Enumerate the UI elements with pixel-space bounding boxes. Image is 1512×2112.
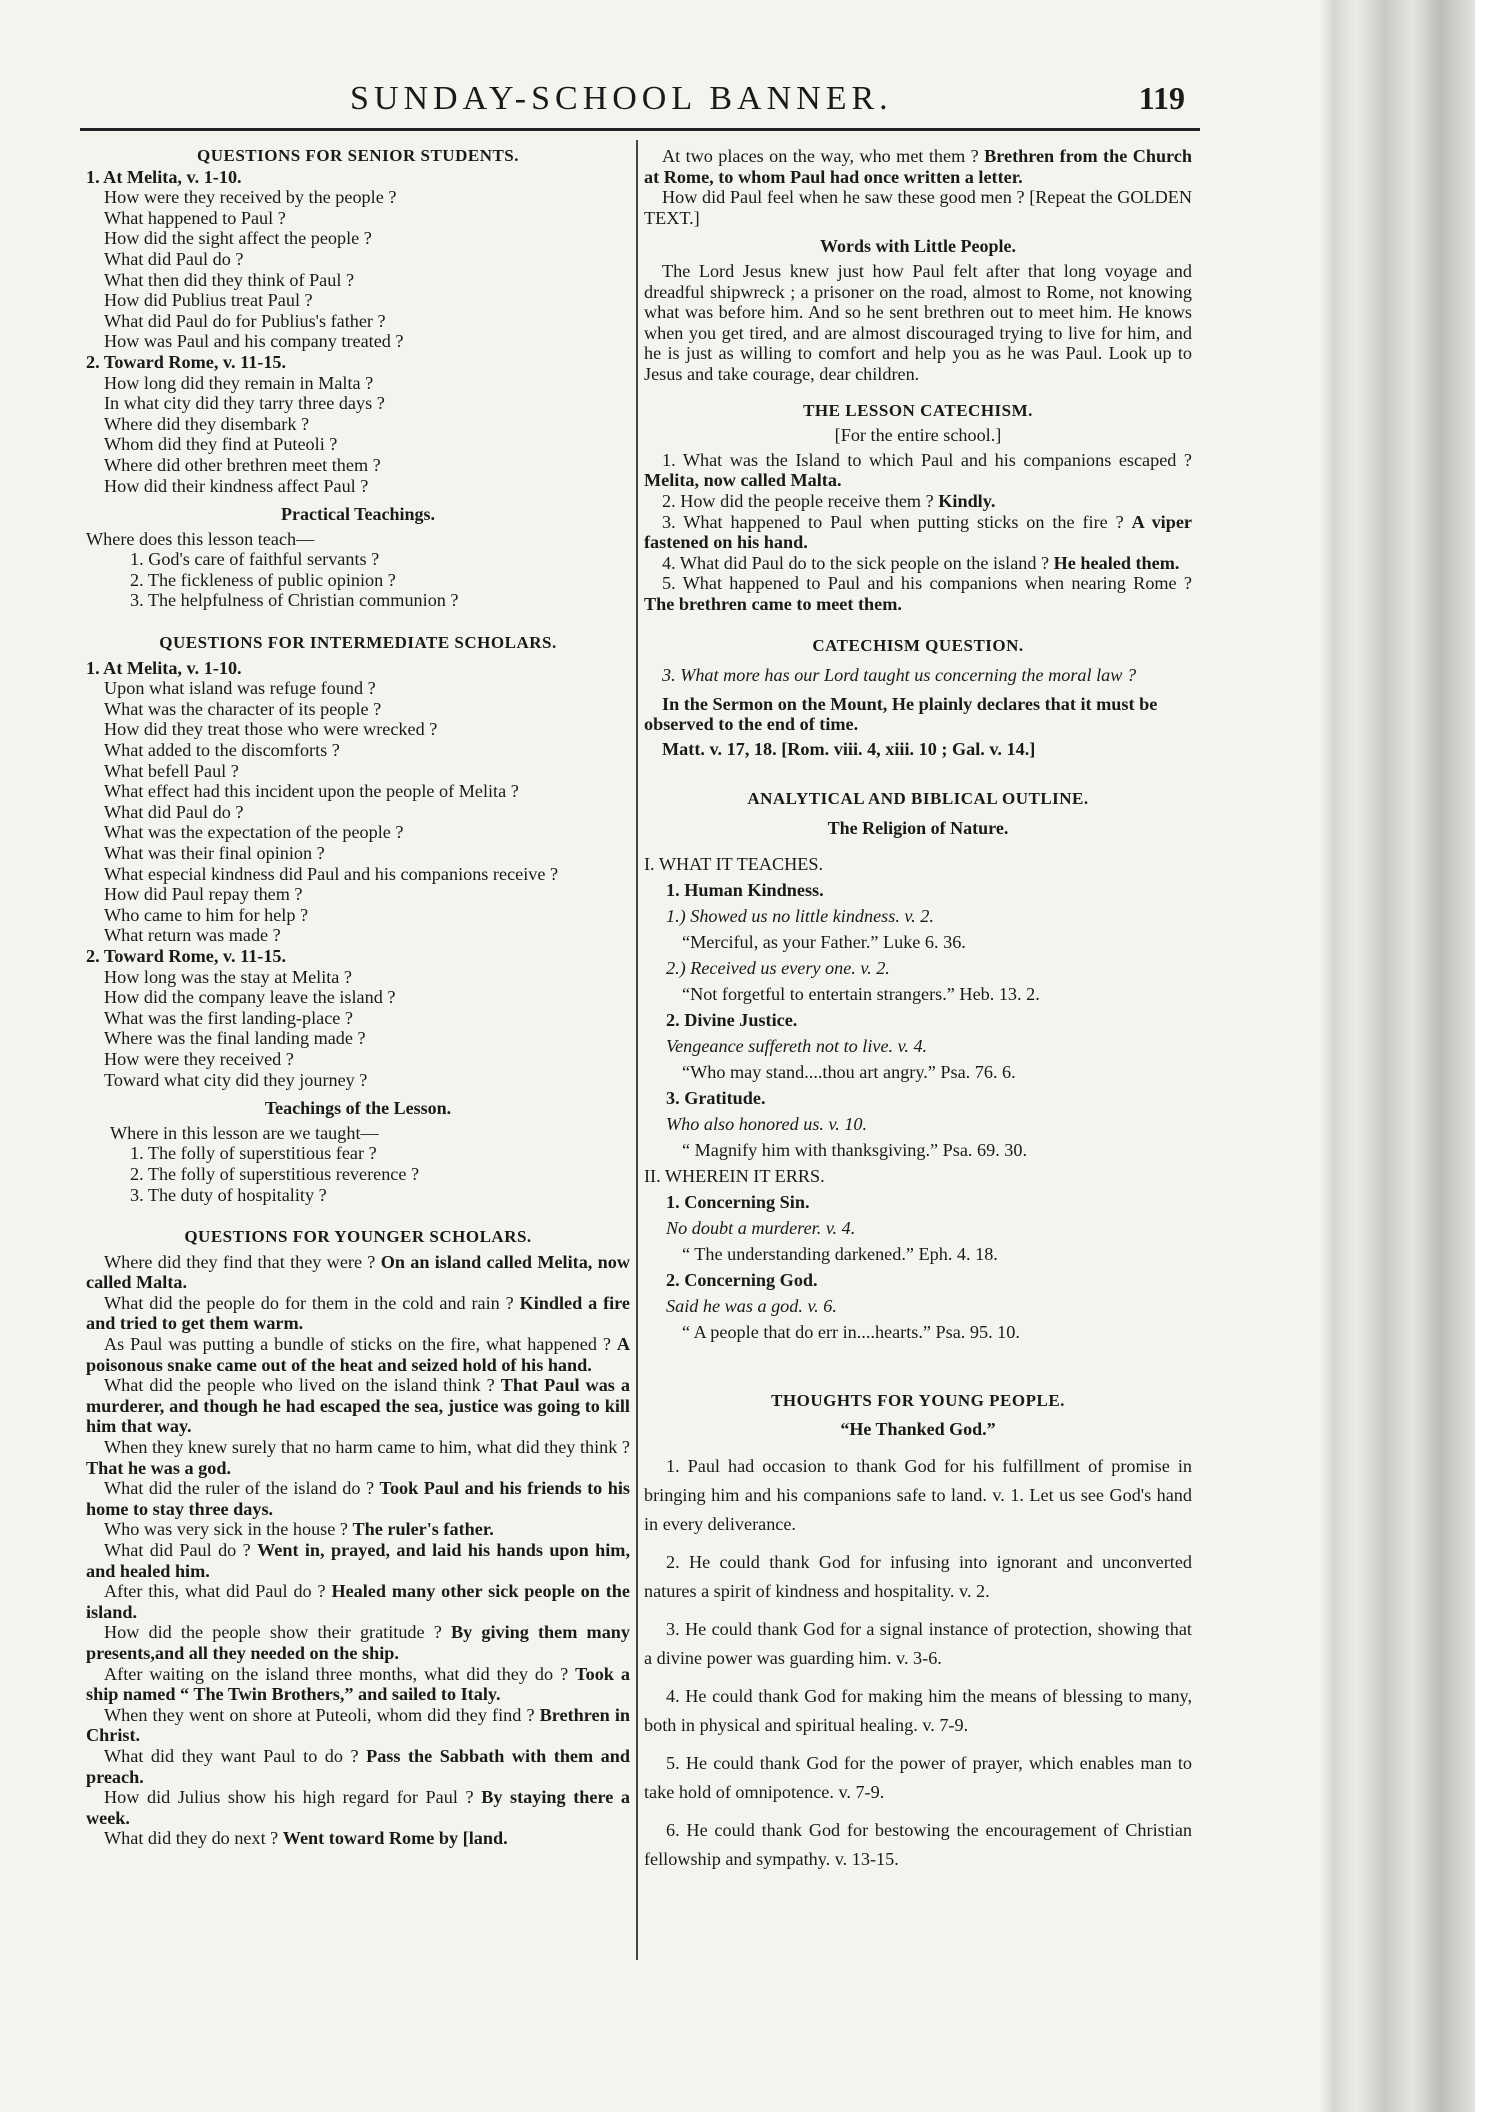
qa-item	[86, 1375, 630, 1437]
answer-text: A poisonous snake came out of the heat and seized hold of his hand.	[86, 1334, 630, 1375]
outline-line: 2. Concerning God.	[666, 1269, 818, 1290]
outline-line: “Who may stand....thou art angry.” Psa. 76. 6.	[682, 1061, 1016, 1082]
senior-heading: QUESTIONS FOR SENIOR STUDENTS.	[196, 146, 520, 165]
question-text: 3. What happened to Paul when putting sticks on the fire ?	[662, 511, 1132, 532]
qa-item	[86, 1252, 630, 1293]
thought-item: 3. He could thank God for a signal instance of protection, showing that a divine power was guarding him. v. 3-6.	[644, 1618, 1192, 1668]
column-divider	[636, 140, 638, 1960]
question-text: What did the people do for them in the cold and rain ?	[104, 1292, 520, 1313]
question-text: When they went on shore at Puteoli, whom did they find ?	[104, 1704, 540, 1725]
question-item: How long was the stay at Melita ?	[104, 966, 353, 987]
qa-item	[86, 1581, 630, 1622]
question-text: After this, what did Paul do ?	[104, 1581, 332, 1602]
question-item: How did their kindness affect Paul ?	[104, 475, 369, 496]
qa-item	[644, 450, 1192, 491]
answer-text: He healed them.	[1053, 552, 1180, 573]
catechism-answer: In the Sermon on the Mount, He plainly declares that it must be observed to the end of time.	[644, 693, 1158, 735]
question-item: What then did they think of Paul ?	[104, 269, 355, 290]
qa-item	[86, 1664, 630, 1705]
teachings-list	[86, 1143, 630, 1205]
page-number: 119	[1138, 80, 1185, 116]
answer-text: Went in, prayed, and laid his hands upon him, and healed him.	[86, 1540, 630, 1581]
intermediate-section-1-list	[86, 678, 630, 946]
outline-heading: ANALYTICAL AND BIBLICAL OUTLINE.	[747, 789, 1089, 809]
outline-list	[644, 851, 1192, 1345]
question-item: What especial kindness did Paul and his companions receive ?	[104, 863, 559, 884]
teachings-heading: Teachings of the Lesson.	[264, 1098, 452, 1119]
right-column	[644, 146, 1192, 1883]
thought-item: 5. He could thank God for the power of prayer, which enables man to take hold of omnipotence. v. 7-9.	[644, 1752, 1192, 1802]
catechism-sub: [For the entire school.]	[834, 425, 1002, 446]
scan-margin	[1475, 0, 1512, 2112]
question-item: Upon what island was refuge found ?	[104, 678, 376, 699]
thought-item: 2. He could thank God for infusing into ignorant and unconverted natures a spirit of kindness and hospitality. v. 2.	[644, 1551, 1192, 1601]
outline-line: 1.) Showed us no little kindness. v. 2.	[666, 905, 934, 926]
younger-qa-list	[86, 1252, 630, 1849]
question-item: How were they received by the people ?	[104, 187, 397, 208]
catechism-heading: THE LESSON CATECHISM.	[803, 400, 1033, 420]
catechism-question: 3. What more has our Lord taught us concerning the moral law ?	[662, 665, 1137, 686]
teachings-intro: Where in this lesson are we taught—	[110, 1122, 379, 1143]
qa-item	[86, 1540, 630, 1581]
catechism-list	[644, 450, 1192, 615]
answer-text: Brethren from the Church at Rome, to whom Paul had once written a letter.	[644, 146, 1192, 187]
intermediate-heading: QUESTIONS FOR INTERMEDIATE SCHOLARS.	[159, 633, 557, 653]
journal-title: SUNDAY-SCHOOL BANNER.	[350, 80, 893, 117]
running-header	[80, 80, 1200, 130]
teaching-item: 3. The duty of hospitality ?	[130, 1184, 327, 1205]
intermediate-section-2-head: 2. Toward Rome, v. 11-15.	[86, 945, 287, 966]
thoughts-list	[644, 1452, 1192, 1874]
thought-item: 4. He could thank God for making him the means of blessing to many, both in physical and spiritual healing. v. 7-9.	[644, 1685, 1192, 1735]
answer-text: Brethren in Christ.	[86, 1704, 631, 1746]
question-text: How did Julius show his high regard for Paul ?	[104, 1787, 482, 1808]
question-item: Toward what city did they journey ?	[104, 1069, 368, 1090]
qa-item	[86, 1705, 630, 1746]
outline-line: I. WHAT IT TEACHES.	[644, 853, 824, 874]
answer-text: Kindled a fire and tried to get them warm.	[86, 1292, 630, 1334]
question-item: What did Paul do ?	[104, 801, 244, 822]
question-item: How long did they remain in Malta ?	[104, 372, 374, 393]
answer-text: The ruler's father.	[352, 1519, 494, 1540]
thoughts-heading: THOUGHTS FOR YOUNG PEOPLE.	[771, 1390, 1065, 1410]
question-text: What did the ruler of the island do ?	[104, 1478, 380, 1499]
answer-text: That he was a god.	[86, 1457, 232, 1478]
thoughts-sub: “He Thanked God.”	[840, 1419, 996, 1440]
thought-item: 1. Paul had occasion to thank God for his fulfillment of promise in bringing him and his companions safe to land. v. 1. Let us see God's hand in every deliverance.	[644, 1455, 1192, 1534]
qa-item	[644, 512, 1192, 553]
answer-text: Went toward Rome by [land.	[282, 1828, 508, 1849]
question-item: How did Paul repay them ?	[104, 884, 303, 905]
qa-item	[644, 491, 1192, 512]
practical-heading: Practical Teachings.	[281, 504, 435, 525]
practical-intro: Where does this lesson teach—	[86, 528, 315, 549]
catechism-question-heading: CATECHISM QUESTION.	[812, 636, 1024, 656]
question-item: How were they received ?	[104, 1048, 294, 1069]
question-item: Where was the final landing made ?	[104, 1028, 366, 1049]
question-item: Whom did they find at Puteoli ?	[104, 434, 338, 455]
question-text: What did they want Paul to do ?	[104, 1745, 367, 1766]
outline-line: Vengeance suffereth not to live. v. 4.	[666, 1035, 928, 1056]
question-item: What was their final opinion ?	[104, 843, 325, 863]
outline-line: 1. Human Kindness.	[666, 879, 824, 900]
younger-qa-continued	[644, 146, 1192, 228]
question-item: What happened to Paul ?	[104, 207, 286, 228]
answer-text: The brethren came to meet them.	[644, 593, 902, 614]
question-text: How did the people show their gratitude ?	[104, 1622, 451, 1643]
question-text: 1. What was the Island to which Paul and his companions escaped ?	[662, 449, 1192, 470]
outline-line: Said he was a god. v. 6.	[666, 1295, 837, 1316]
practical-list	[86, 549, 630, 611]
answer-text: A viper fastened on his hand.	[644, 511, 1192, 553]
question-item: How did the sight affect the people ?	[104, 228, 372, 249]
senior-section-1-list	[86, 187, 630, 352]
question-item: In what city did they tarry three days ?	[104, 393, 385, 414]
intermediate-section-2-list	[86, 967, 630, 1091]
outline-line: “Merciful, as your Father.” Luke 6. 36.	[682, 931, 966, 952]
question-item: What did Paul do ?	[104, 248, 244, 269]
qa-item	[86, 1622, 630, 1663]
qa-item	[86, 1746, 630, 1787]
qa-item	[86, 1787, 630, 1828]
question-item: How did they treat those who were wrecked ?	[104, 719, 438, 740]
little-people-heading: Words with Little People.	[820, 236, 1016, 257]
outline-line: 2.) Received us every one. v. 2.	[666, 957, 890, 978]
question-text: Who was very sick in the house ?	[104, 1519, 353, 1540]
qa-item	[86, 1437, 630, 1478]
teaching-item: 1. The folly of superstitious fear ?	[130, 1143, 377, 1164]
question-text: 5. What happened to Paul and his companions when nearing Rome ?	[662, 573, 1192, 594]
question-item: Who came to him for help ?	[104, 904, 309, 925]
qa-item	[86, 1478, 630, 1519]
question-text: As Paul was putting a bundle of sticks on the fire, what happened ?	[104, 1334, 617, 1355]
question-item: Where did they disembark ?	[104, 413, 310, 434]
qa-item	[644, 187, 1192, 228]
teaching-item: 2. The folly of superstitious reverence ?	[130, 1163, 420, 1184]
question-item: What was the character of its people ?	[104, 698, 382, 719]
qa-item	[644, 573, 1192, 614]
intermediate-section-1-head: 1. At Melita, v. 1-10.	[86, 657, 242, 678]
question-item: How did Publius treat Paul ?	[104, 290, 313, 311]
question-item: Where did other brethren meet them ?	[104, 454, 381, 475]
question-item: How did the company leave the island ?	[104, 987, 396, 1008]
teaching-item: 2. The fickleness of public opinion ?	[130, 569, 396, 590]
answer-text: Pass the Sabbath with them and preach.	[86, 1745, 630, 1787]
outline-line: “ Magnify him with thanksgiving.” Psa. 69. 30.	[682, 1139, 1028, 1160]
question-text: What did they do next ?	[104, 1828, 283, 1849]
question-text: 4. What did Paul do to the sick people on the island ?	[662, 552, 1054, 573]
answer-text: Took a ship named “ The Twin Brothers,” and sailed to Italy.	[86, 1663, 630, 1705]
question-item: What befell Paul ?	[104, 760, 239, 781]
younger-heading: QUESTIONS FOR YOUNGER SCHOLARS.	[184, 1227, 532, 1247]
qa-item	[86, 1828, 630, 1849]
qa-item	[86, 1519, 630, 1540]
question-item: What was the first landing-place ?	[104, 1007, 353, 1028]
little-people-text: The Lord Jesus knew just how Paul felt after that long voyage and dreadful shipwreck ; a prisoner on the road, almost to Rome, not knowing what was before him. And so he sent brethren out to meet him. He knows when you get tired, and are almost discouraged trying to live for him, and he is just as willing to comfort and help you as he was Paul. Look up to Jesus and take courage, dear children.	[644, 260, 1192, 384]
outline-line: 2. Divine Justice.	[666, 1009, 798, 1030]
question-text: At two places on the way, who met them ?	[662, 146, 985, 166]
question-item: What added to the discomforts ?	[104, 740, 340, 761]
answer-text: Took Paul and his friends to his home to stay three days.	[86, 1478, 630, 1519]
catechism-refs: Matt. v. 17, 18. [Rom. viii. 4, xiii. 10 ; Gal. v. 14.]	[662, 738, 1036, 759]
answer-text: That Paul was a murderer, and though he had escaped the sea, justice was going to kill him that way.	[86, 1375, 630, 1437]
question-item: How was Paul and his company treated ?	[104, 331, 404, 352]
thought-item: 6. He could thank God for bestowing the encouragement of Christian fellowship and sympathy. v. 13-15.	[644, 1819, 1192, 1869]
outline-sub: The Religion of Nature.	[827, 818, 1009, 839]
page-stack-edge	[1335, 0, 1475, 2112]
qa-item	[644, 146, 1192, 187]
question-text: 2. How did the people receive them ?	[662, 490, 939, 511]
question-item: What was the expectation of the people ?	[104, 822, 404, 843]
question-text: After waiting on the island three months, what did they do ?	[104, 1663, 576, 1684]
outline-line: Who also honored us. v. 10.	[666, 1113, 868, 1134]
outline-line: “ A people that do err in....hearts.” Psa. 95. 10.	[682, 1321, 1020, 1342]
teaching-item: 1. God's care of faithful servants ?	[130, 549, 380, 570]
teaching-item: 3. The helpfulness of Christian communion ?	[130, 590, 459, 611]
answer-text: On an island called Melita, now called Malta.	[86, 1251, 630, 1293]
question-item: What return was made ?	[104, 925, 281, 946]
left-column	[86, 146, 630, 1849]
question-item: What effect had this incident upon the people of Melita ?	[104, 781, 519, 802]
outline-line: “Not forgetful to entertain strangers.” Heb. 13. 2.	[682, 983, 1040, 1004]
answer-text: Melita, now called Malta.	[644, 470, 842, 491]
senior-section-1-head: 1. At Melita, v. 1-10.	[86, 166, 242, 187]
question-text: What did Paul do ?	[104, 1540, 258, 1560]
outline-line: 3. Gratitude.	[666, 1087, 766, 1108]
answer-text: Kindly.	[938, 490, 996, 511]
senior-section-2-head: 2. Toward Rome, v. 11-15.	[86, 351, 287, 372]
outline-line: “ The understanding darkened.” Eph. 4. 18.	[682, 1243, 998, 1264]
answer-text: Healed many other sick people on the island.	[86, 1581, 630, 1622]
qa-item	[86, 1293, 630, 1334]
question-item: What did Paul do for Publius's father ?	[104, 310, 386, 331]
senior-section-2-list	[86, 373, 630, 497]
outline-line: No doubt a murderer. v. 4.	[666, 1217, 856, 1238]
answer-text: By staying there a week.	[86, 1787, 631, 1828]
question-text: How did Paul feel when he saw these good men ? [Repeat the GOLDEN TEXT.]	[644, 187, 1192, 228]
qa-item	[644, 553, 1192, 574]
question-text: When they knew surely that no harm came to him, what did they think ?	[104, 1437, 630, 1458]
question-text: Where did they find that they were ?	[104, 1251, 381, 1272]
question-text: What did the people who lived on the island think ?	[104, 1375, 501, 1396]
header-rule	[80, 128, 1200, 131]
outline-line: 1. Concerning Sin.	[666, 1191, 810, 1212]
outline-line: II. WHEREIN IT ERRS.	[644, 1165, 825, 1186]
qa-item	[86, 1334, 630, 1375]
answer-text: By giving them many presents,and all they needed on the ship.	[86, 1622, 630, 1663]
